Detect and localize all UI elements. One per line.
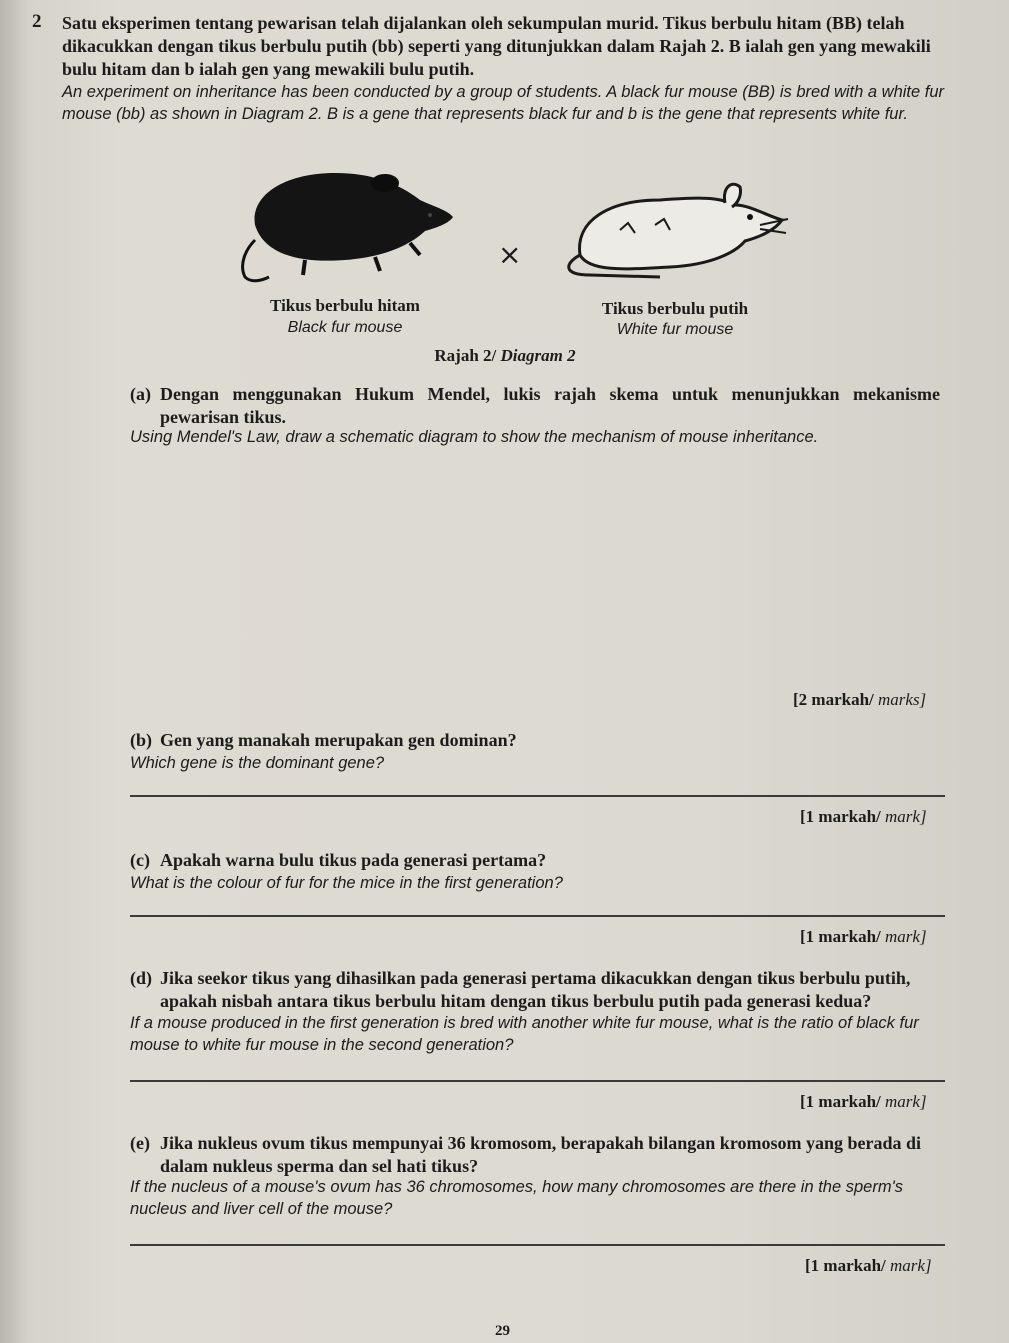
black-mouse-label-en: Black fur mouse [287, 319, 403, 336]
part-a-marks [793, 690, 926, 710]
part-b-answer-line[interactable] [130, 795, 945, 797]
part-d-text-en: If a mouse produced in the first generation is bred with another white fur mouse, what is the ratio of black fur mouse to white fur mouse in the second generation? [130, 1014, 919, 1054]
part-b-text-bm: Gen yang manakah merupakan gen dominan? [160, 730, 517, 750]
diagram-caption-bm: Rajah 2/ [434, 346, 497, 365]
part-c-text-en: What is the colour of fur for the mice in the first generation? [130, 874, 563, 892]
part-d-marks [800, 1092, 927, 1112]
question-number: 2 [32, 11, 42, 32]
part-c-marks [800, 927, 927, 947]
part-a-marks-en: marks] [878, 690, 927, 709]
part-c-answer-line[interactable] [130, 915, 945, 917]
part-a-text-en: Using Mendel's Law, draw a schematic diagram to show the mechanism of mouse inheritance. [130, 428, 819, 446]
part-d-answer-line[interactable] [130, 1080, 945, 1082]
part-e-marks [805, 1256, 932, 1276]
white-mouse-image [560, 175, 800, 285]
part-d-marks-bm: [1 markah/ [800, 1092, 881, 1111]
diagram-caption [380, 346, 630, 366]
part-b-marks-bm: [1 markah/ [800, 807, 881, 826]
part-e-marks-bm: [1 markah/ [805, 1256, 886, 1275]
cross-symbol: × [498, 238, 522, 271]
part-e-marks-en: mark] [890, 1256, 932, 1275]
question-intro-en: An experiment on inheritance has been conducted by a group of students. A black fur mouse (BB) is bred with a white fur mouse (bb) as shown in Diagram 2. B is a gene that represents black fur and b is the gene that represents white fur. [62, 83, 945, 123]
black-mouse-image [225, 165, 465, 290]
part-a-marks-bm: [2 markah/ [793, 690, 874, 709]
part-d-label: (d) [130, 968, 152, 988]
white-mouse-label-bm: Tikus berbulu putih [601, 299, 749, 318]
page-number: 29 [495, 1323, 510, 1339]
part-e-answer-line[interactable] [130, 1244, 945, 1246]
part-c-marks-en: mark] [885, 927, 927, 946]
part-b-text-en: Which gene is the dominant gene? [130, 754, 385, 772]
part-e-label: (e) [130, 1133, 150, 1153]
part-d-marks-en: mark] [885, 1092, 927, 1111]
white-mouse-label-en: White fur mouse [616, 321, 734, 338]
part-b-marks-en: mark] [885, 807, 927, 826]
question-intro-bm: Satu eksperimen tentang pewarisan telah dijalankan oleh sekumpulan murid. Tikus berbulu hitam (BB) telah dikacukkan dengan tikus berbulu putih (bb) seperti yang ditunjukkan dalam Rajah 2. B ialah gen yang mewakili bulu hitam dan b ialah gen yang mewakili bulu putih. [62, 13, 931, 79]
part-c-label: (c) [130, 850, 150, 870]
part-b-label: (b) [130, 730, 152, 750]
black-mouse-label-bm: Tikus berbulu hitam [270, 296, 420, 315]
part-c-marks-bm: [1 markah/ [800, 927, 881, 946]
part-b-marks [800, 807, 927, 827]
part-a-text-bm: Dengan menggunakan Hukum Mendel, lukis rajah skema untuk menunjukkan mekanisme pewarisan tikus. [160, 384, 940, 427]
diagram-caption-en: Diagram 2 [500, 346, 576, 365]
part-e-text-bm: Jika nukleus ovum tikus mempunyai 36 kromosom, berapakah bilangan kromosom yang berada di dalam nukleus sperma dan sel hati tikus? [160, 1133, 922, 1176]
part-c-text-bm: Apakah warna bulu tikus pada generasi pertama? [160, 850, 547, 870]
part-e-text-en: If the nucleus of a mouse's ovum has 36 chromosomes, how many chromosomes are there in the sperm's nucleus and liver cell of the mouse? [130, 1178, 903, 1218]
part-a-label: (a) [130, 384, 151, 404]
part-d-text-bm: Jika seekor tikus yang dihasilkan pada generasi pertama dikacukkan dengan tikus berbulu putih, apakah nisbah antara tikus berbulu hitam dengan tikus berbulu putih pada generasi kedua? [160, 968, 911, 1011]
